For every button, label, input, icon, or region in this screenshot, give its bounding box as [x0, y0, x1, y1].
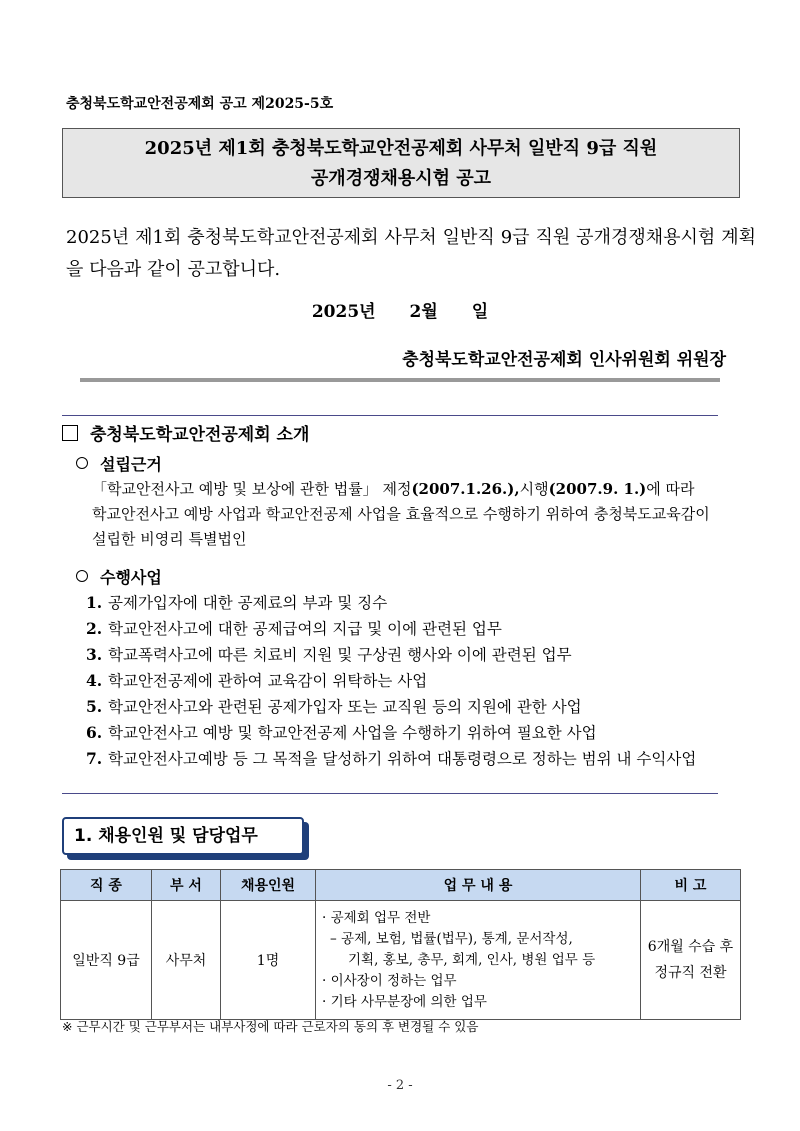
cell-department: 사무처	[152, 901, 221, 1020]
divider	[80, 378, 720, 382]
item-text: 공제가입자에 대한 공제료의 부과 및 징수	[108, 594, 388, 612]
cell-job-type: 일반직 9급	[61, 901, 152, 1020]
est-text-part3: 에 따라 학교안전사고 예방 사업과 학교안전공제 사업을 효율적으로 수행하기 위하여 충청북도교육감이 설립한 비영리 특별법인	[92, 480, 710, 548]
section-top-rule	[62, 415, 718, 416]
item-text: 학교안전사고예방 등 그 목적을 달성하기 위하여 대통령령으로 정하는 범위 내 수익사업	[108, 750, 697, 768]
est-text-date2: (2007.9. 1.)	[548, 480, 647, 498]
item-number: 2.	[86, 619, 103, 638]
duty-line: · 이사장이 정하는 업무	[322, 972, 457, 989]
section-bottom-rule	[62, 793, 718, 794]
est-text-date1: (2007.1.26.),	[411, 480, 520, 498]
header-remarks: 비 고	[641, 870, 741, 901]
list-item	[86, 720, 726, 746]
item-text: 학교안전공제에 관하여 교육감이 위탁하는 사업	[108, 672, 428, 690]
establishment-heading-text: 설립근거	[100, 455, 162, 474]
header-duties: 업 무 내 용	[316, 870, 641, 901]
item-number: 7.	[86, 749, 103, 768]
remark-line: 정규직 전환	[654, 965, 727, 981]
list-item	[86, 694, 726, 720]
item-number: 6.	[86, 723, 103, 742]
item-number: 4.	[86, 671, 103, 690]
section-heading-intro	[62, 420, 309, 445]
notice-number: 충청북도학교안전공제회 공고 제2025-5호	[66, 96, 334, 112]
table-row	[61, 901, 741, 1020]
est-text-part2: 시행	[519, 480, 549, 498]
business-heading-text: 수행사업	[100, 568, 162, 587]
list-item	[86, 590, 726, 616]
duty-line: · 공제회 업무 전반	[322, 909, 431, 926]
cell-remarks	[641, 901, 741, 1020]
cell-duties	[316, 901, 641, 1020]
header-headcount: 채용인원	[221, 870, 316, 901]
recruitment-table	[60, 869, 741, 1020]
section-1-heading: 1. 채용인원 및 담당업무	[62, 817, 304, 855]
circle-bullet-icon	[76, 457, 88, 469]
header-job-type: 직 종	[61, 870, 152, 901]
square-bullet-icon	[62, 425, 78, 441]
section-heading-text: 충청북도학교안전공제회 소개	[90, 425, 310, 445]
remark-line: 6개월 수습 후	[647, 939, 734, 955]
est-text-part1: 「학교안전사고 예방 및 보상에 관한 법률」 제정	[92, 480, 412, 498]
page-number: - 2 -	[387, 1078, 413, 1093]
announcement-title-box	[62, 128, 740, 198]
establishment-text	[92, 477, 712, 552]
date-month: 2월	[409, 302, 438, 322]
item-text: 학교안전사고와 관련된 공제가입자 또는 교직원 등의 지원에 관한 사업	[108, 698, 582, 716]
title-line-1: 2025년 제1회 충청북도학교안전공제회 사무처 일반직 9급 직원	[144, 138, 658, 159]
list-item	[86, 668, 726, 694]
list-item	[86, 746, 726, 772]
item-text: 학교안전사고 예방 및 학교안전공제 사업을 수행하기 위하여 필요한 사업	[108, 724, 597, 742]
list-item	[86, 642, 726, 668]
duty-line: · 기타 사무분장에 의한 업무	[322, 993, 487, 1010]
cell-headcount: 1명	[221, 901, 316, 1020]
circle-bullet-icon	[76, 570, 88, 582]
business-list	[86, 590, 726, 772]
duty-line: 기획, 홍보, 총무, 회계, 인사, 병원 업무 등	[348, 951, 596, 968]
list-item	[86, 616, 726, 642]
signer: 충청북도학교안전공제회 인사위원회 위원장	[402, 350, 726, 370]
item-text: 학교폭력사고에 따른 치료비 지원 및 구상권 행사와 이에 관련된 업무	[108, 646, 572, 664]
announcement-date	[0, 297, 800, 322]
item-text: 학교안전사고에 대한 공제급여의 지급 및 이에 관련된 업무	[108, 620, 502, 638]
item-number: 1.	[86, 593, 103, 612]
title-line-2: 공개경쟁채용시험 공고	[310, 168, 492, 189]
intro-paragraph: 2025년 제1회 충청북도학교안전공제회 사무처 일반직 9급 직원 공개경쟁채용시험 계획을 다음과 같이 공고합니다.	[66, 227, 756, 280]
date-year: 2025년	[311, 302, 376, 322]
footnote: ※ 근무시간 및 근무부서는 내부사정에 따라 근로자의 동의 후 변경될 수 있음	[62, 1019, 479, 1034]
business-heading	[76, 565, 162, 588]
date-day: 일	[471, 302, 489, 322]
establishment-heading	[76, 452, 162, 475]
duty-line: – 공제, 보험, 법률(법무), 통계, 문서작성,	[330, 930, 573, 947]
item-number: 3.	[86, 645, 103, 664]
item-number: 5.	[86, 697, 103, 716]
table-header-row	[61, 870, 741, 901]
header-department: 부 서	[152, 870, 221, 901]
